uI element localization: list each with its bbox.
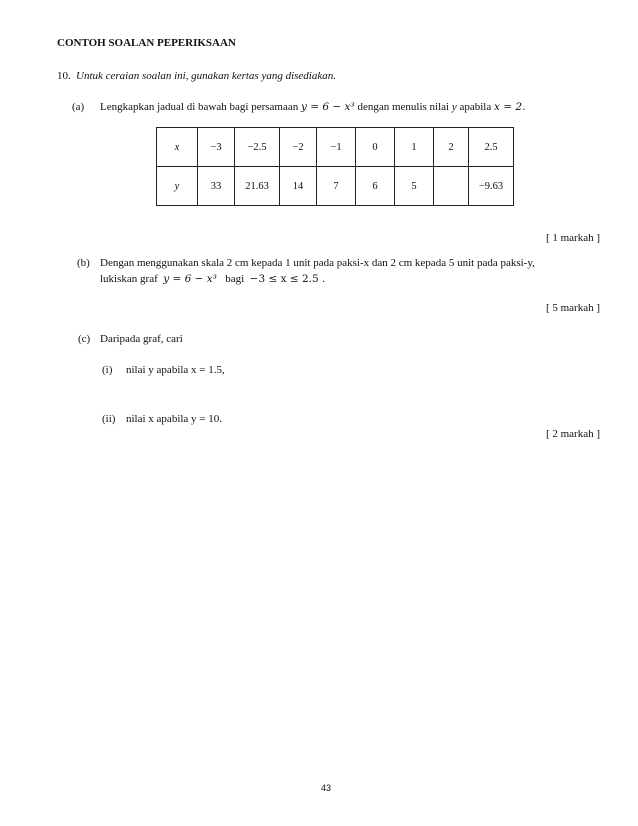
part-c-i-text: nilai y apabila x = 1.5,	[126, 364, 225, 376]
table-row-x	[157, 128, 514, 167]
part-c-text: Daripada graf, cari	[100, 333, 183, 345]
question-instruction: Untuk ceraian soalan ini, gunakan kertas yang disediakan.	[76, 70, 336, 82]
table-cell-x: −2.5	[235, 128, 280, 167]
table-cell-y: 7	[317, 167, 356, 206]
part-c-ii-label: (ii)	[102, 413, 116, 425]
table-cell-x: −2	[280, 128, 317, 167]
table-cell-y: 5	[395, 167, 434, 206]
table-cell-y: 33	[198, 167, 235, 206]
page-number: 43	[321, 783, 332, 793]
part-b-label: (b)	[77, 257, 90, 269]
table-cell-y: 6	[356, 167, 395, 206]
part-a-text-apabila: apabila	[459, 101, 492, 113]
part-b-line2	[100, 273, 325, 285]
part-b-equation: y = 6 − x³	[163, 273, 217, 285]
table-cell-x: 1	[395, 128, 434, 167]
part-b-bagi: bagi	[225, 273, 245, 285]
part-a-marks: [ 1 markah ]	[545, 232, 600, 244]
values-table	[156, 127, 514, 206]
part-c-i-label: (i)	[102, 364, 113, 376]
table-cell-x: −1	[317, 128, 356, 167]
table-cell-x: 2.5	[469, 128, 514, 167]
part-a-text-before: Lengkapkan jadual di bawah bagi persamaan	[100, 101, 299, 113]
part-a-label: (a)	[72, 101, 85, 113]
part-a-text	[100, 101, 525, 113]
part-a-var-y: y	[451, 101, 457, 113]
table-cell-y: 14	[280, 167, 317, 206]
table-header-x: x	[157, 128, 198, 167]
part-a-text-middle: dengan menulis nilai	[357, 101, 450, 113]
part-c-label: (c)	[78, 333, 91, 345]
table-cell-x: 2	[434, 128, 469, 167]
table-cell-x: −3	[198, 128, 235, 167]
question-number: 10.	[57, 70, 71, 82]
part-b-line2-prefix: lukiskan graf	[100, 273, 158, 285]
table-cell-y: −9.63	[469, 167, 514, 206]
part-b-marks: [ 5 markah ]	[545, 302, 600, 314]
part-a-equation: y = 6 − x³	[300, 101, 355, 113]
table-row-y	[157, 167, 514, 206]
part-c-ii-text: nilai x apabila y = 10.	[126, 413, 223, 425]
part-b-range: −3 ≤ x ≤ 2.5 .	[249, 273, 326, 285]
part-b-line1: Dengan menggunakan skala 2 cm kepada 1 unit pada paksi-x dan 2 cm kepada 5 unit pada paksi-y,	[100, 257, 535, 269]
table-header-y: y	[157, 167, 198, 206]
table-cell-y: 21.63	[235, 167, 280, 206]
page-title: CONTOH SOALAN PEPERIKSAAN	[57, 37, 236, 49]
part-a-condition: x = 2.	[494, 101, 526, 113]
table-cell-x: 0	[356, 128, 395, 167]
table-cell-y-blank[interactable]	[434, 167, 469, 206]
part-c-marks: [ 2 markah ]	[545, 428, 600, 440]
